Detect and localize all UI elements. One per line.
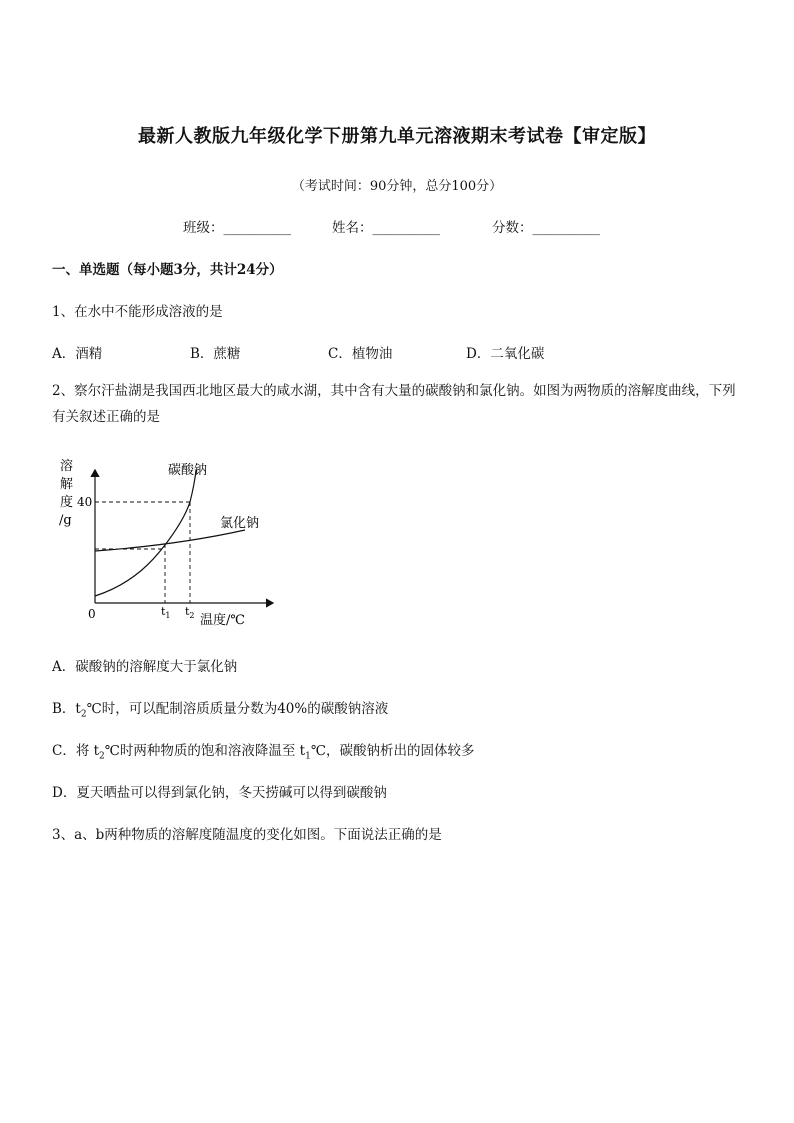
page-title: 最新人教版九年级化学下册第九单元溶液期末考试卷【审定版】 <box>138 126 656 147</box>
series-sodium-chloride-curve <box>95 530 245 551</box>
y-label-char-3: 度 <box>60 495 74 510</box>
name-field <box>332 216 440 236</box>
class-blank: __________ <box>223 220 291 236</box>
solubility-chart <box>40 448 300 638</box>
series-label-sodium-chloride: 氯化钠 <box>220 516 260 531</box>
question-3-stem: 3、a、b两种物质的溶解度随温度的变化如图。下面说法正确的是 <box>52 827 442 843</box>
question-1-option-d: D．二氧化碳 <box>466 346 545 362</box>
question-1-option-a: A．酒精 <box>52 346 103 362</box>
class-label: 班级： <box>183 220 224 236</box>
opt-c-mid: ℃时两种物质的饱和溶液降温至 t <box>104 743 306 759</box>
opt-c-pre: C．将 t <box>52 743 100 759</box>
y-label-char-1: 溶 <box>60 459 74 474</box>
opt-c-sub2: 1 <box>305 751 311 762</box>
section-heading: 一、单选题（每小题3分，共计24分） <box>52 262 283 278</box>
score-label: 分数： <box>492 220 533 236</box>
class-field <box>183 216 291 236</box>
name-label: 姓名： <box>332 220 373 236</box>
x-axis-label: 温度/℃ <box>200 613 245 628</box>
exam-subtitle: （考试时间：90分钟，总分100分） <box>291 179 503 194</box>
question-2-option-d: D．夏天晒盐可以得到氯化钠，冬天捞碱可以得到碳酸钠 <box>52 785 387 801</box>
question-1-option-c: C．植物油 <box>328 346 393 362</box>
opt-b-sub: 2 <box>80 709 87 720</box>
opt-c-post: ℃，碳酸钠析出的固体较多 <box>310 743 475 759</box>
question-2-option-c <box>52 739 474 762</box>
y-label-char-4: /g <box>59 513 72 528</box>
question-2-stem: 2、察尔汗盐湖是我国西北地区最大的咸水湖，其中含有大量的碳酸钠和氯化钠。如图为两物质的溶解度曲线，下列有关叙述正确的是 <box>52 383 736 425</box>
x-tick-t1: $t_1$ <box>161 605 171 620</box>
score-blank: __________ <box>532 220 600 236</box>
question-2-option-a: A．碳酸钠的溶解度大于氯化钠 <box>52 659 238 675</box>
opt-b-post: ℃时，可以配制溶质质量分数为40%的碳酸钠溶液 <box>86 701 389 717</box>
series-label-sodium-carbonate: 碳酸钠 <box>168 463 208 478</box>
question-1-stem: 1、在水中不能形成溶液的是 <box>52 304 223 320</box>
score-field <box>492 216 600 236</box>
name-blank: __________ <box>372 220 440 236</box>
x-tick-t2: $t_2$ <box>185 605 195 620</box>
series-sodium-carbonate-curve <box>95 470 196 596</box>
question-1-option-b: B．蔗糖 <box>190 346 241 362</box>
question-2-option-b <box>52 697 388 720</box>
origin-label: 0 <box>88 607 96 621</box>
y-label-char-2: 解 <box>60 477 74 492</box>
opt-b-pre: B．t <box>52 701 81 717</box>
opt-c-sub1: 2 <box>99 751 105 762</box>
y-tick-40: 40 <box>77 495 93 509</box>
